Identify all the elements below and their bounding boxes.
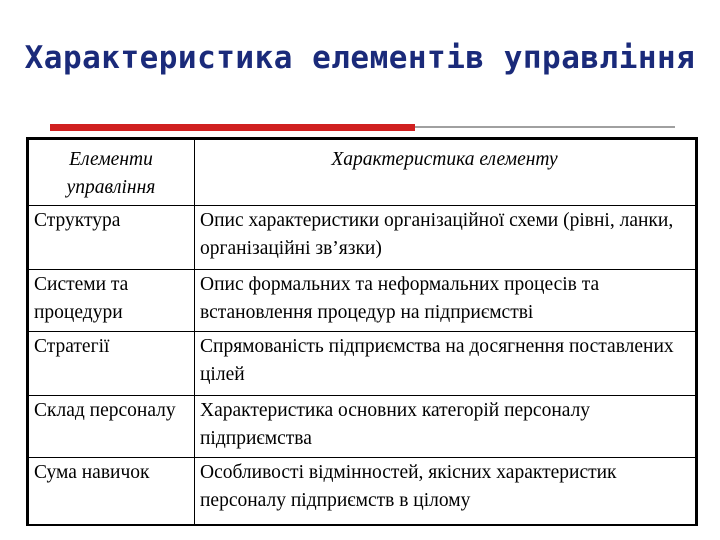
table-header-row [29,140,696,206]
element-cell: Склад персоналу [29,396,195,458]
title-underline-thin [415,126,675,128]
table-row [29,458,696,525]
description-cell: Опис формальних та неформальних процесів та встановлення процедур на підприємстві [195,270,696,332]
title-underline-accent [50,124,415,131]
element-cell: Системи та процедури [29,270,195,332]
element-cell: Стратегії [29,332,195,396]
elements-table [28,139,696,525]
table-row [29,332,696,396]
description-cell: Опис характеристики організаційної схеми (рівні, ланки, організаційні зв’язки) [195,206,696,270]
header-characteristic: Характеристика елементу [195,140,696,206]
slide-title: Характеристика елементів управління [24,40,696,76]
element-cell: Структура [29,206,195,270]
table-row [29,270,696,332]
description-cell: Характеристика основних категорій персоналу підприємства [195,396,696,458]
header-elements: Елементи управління [29,140,195,206]
description-cell: Особливості відмінностей, якісних характеристик персоналу підприємств в цілому [195,458,696,525]
table-row [29,206,696,270]
table-row [29,396,696,458]
elements-table-frame [26,137,698,526]
element-cell: Сума навичок [29,458,195,525]
description-cell: Спрямованість підприємства на досягнення поставлених цілей [195,332,696,396]
